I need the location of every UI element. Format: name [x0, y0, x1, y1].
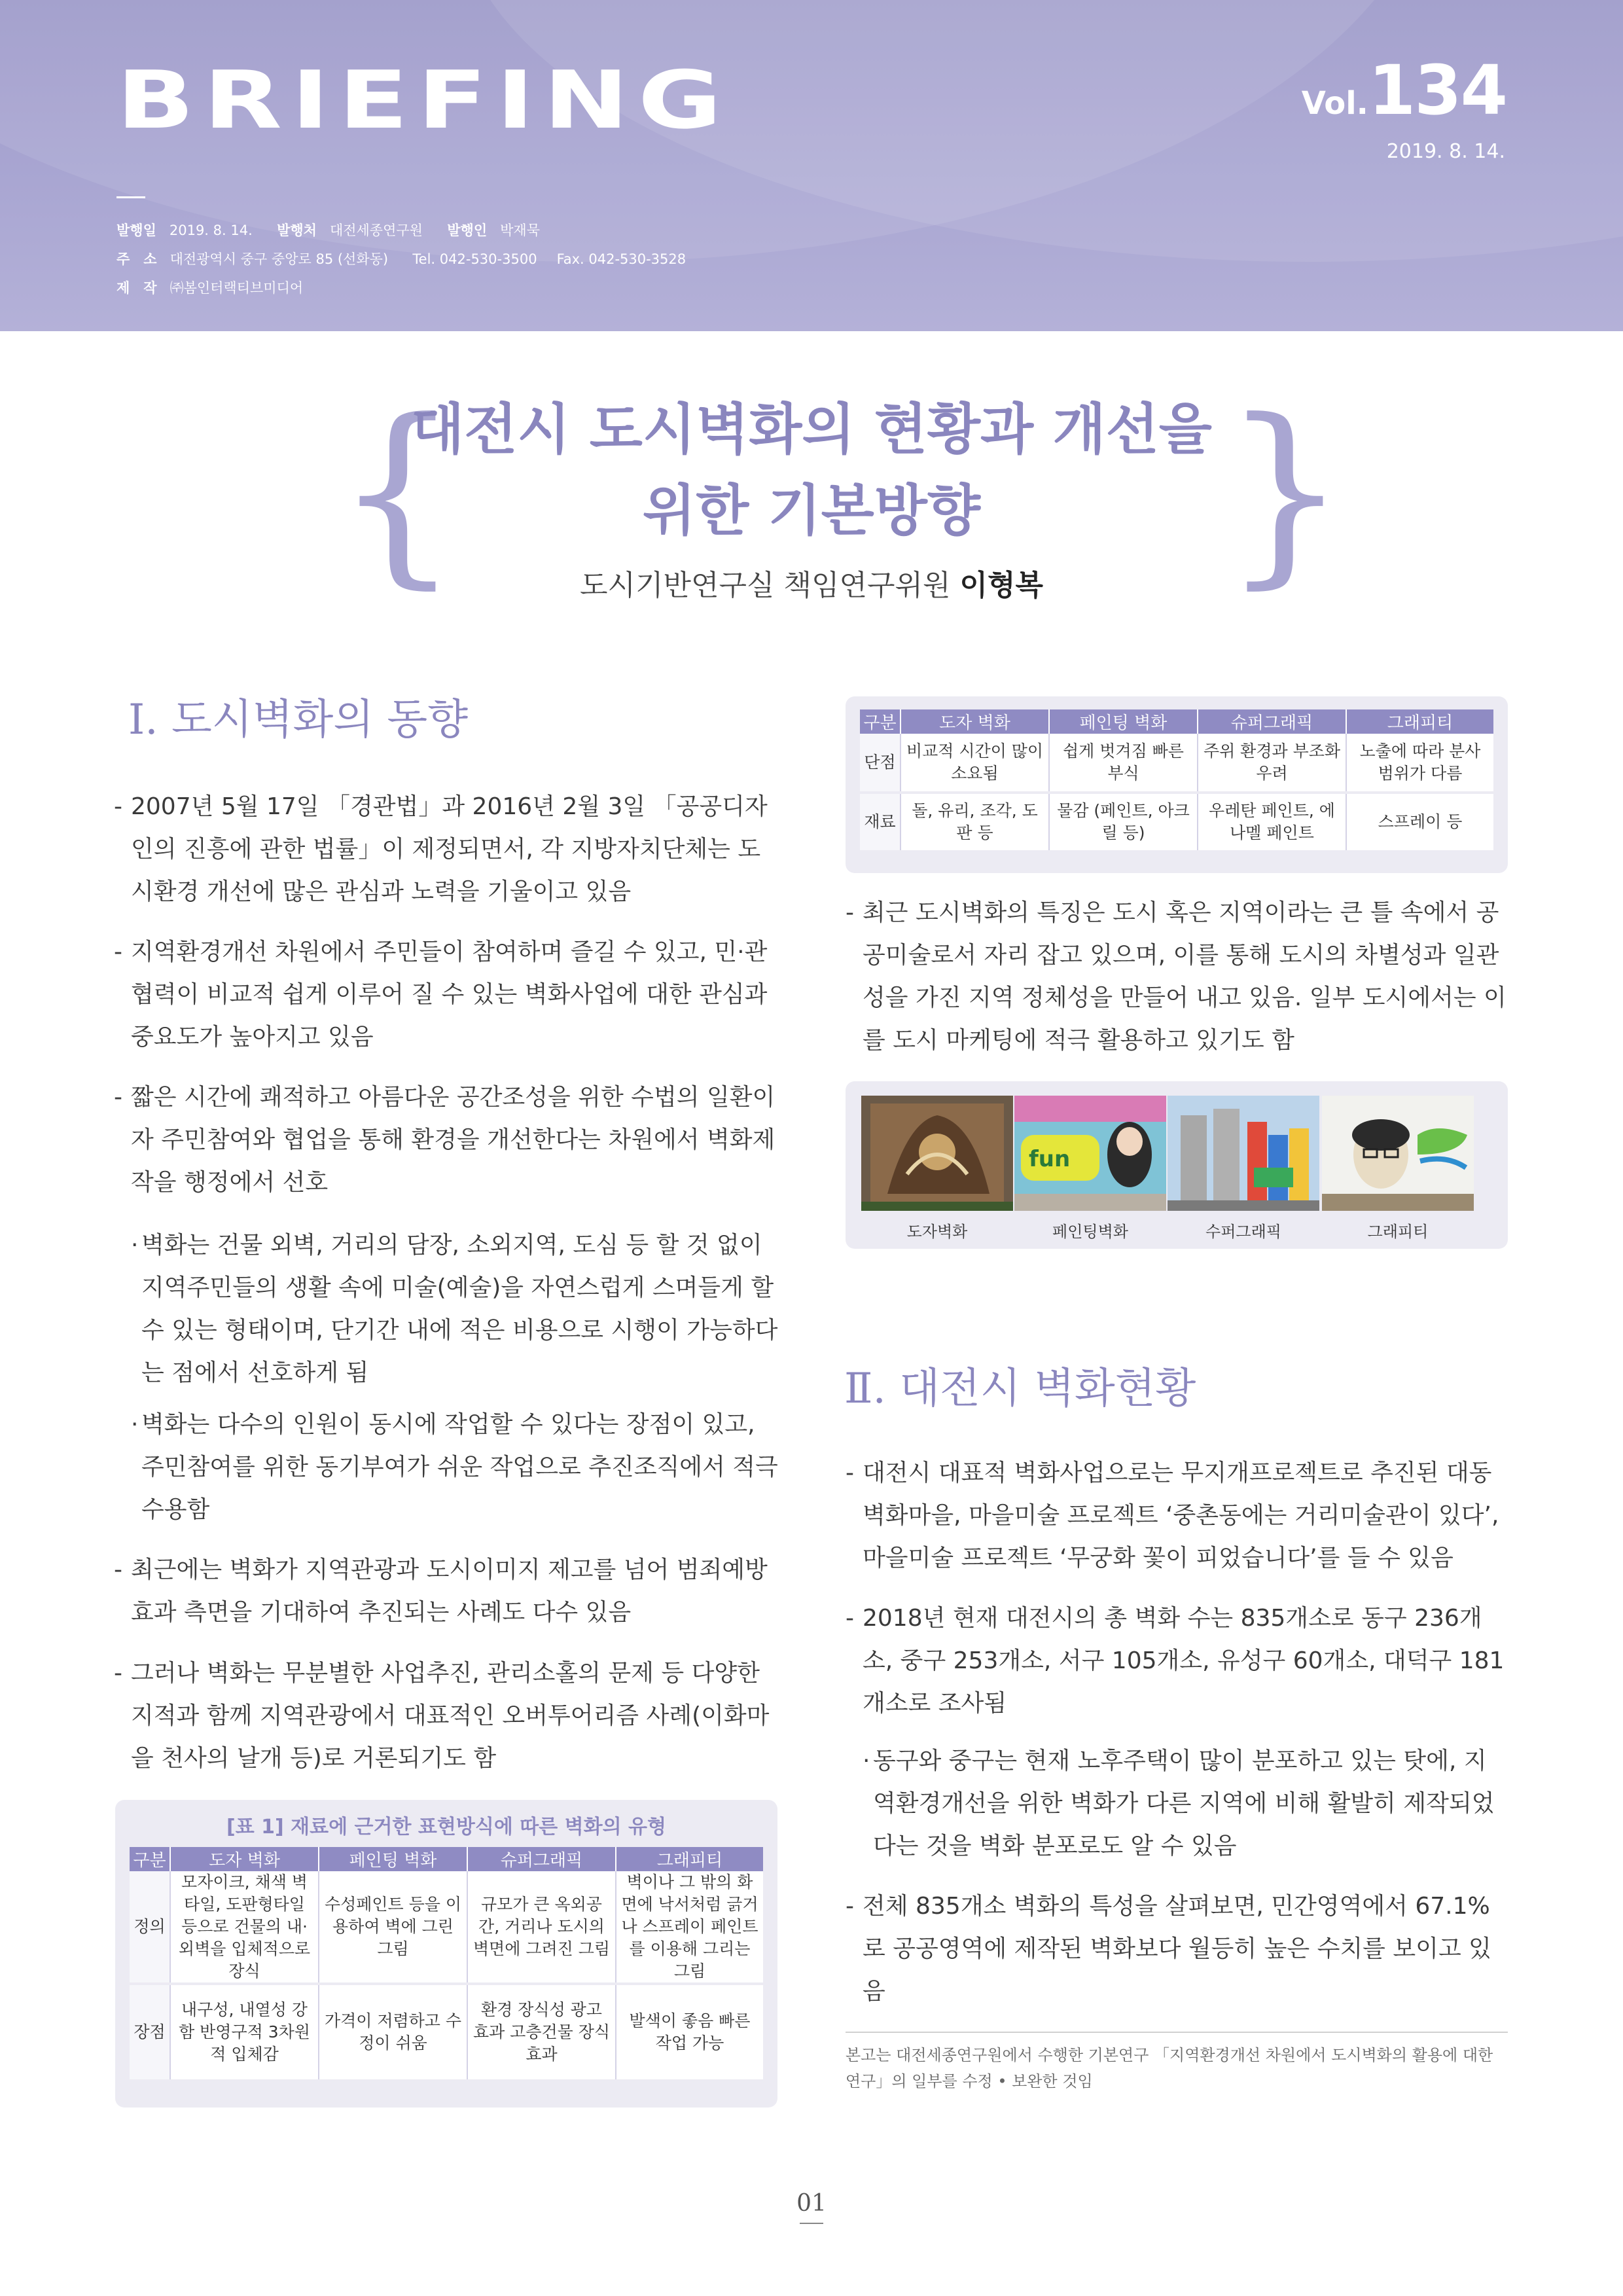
photo-caption: 페인팅벽화 [1052, 1223, 1128, 1241]
table-cell: 단점 [860, 734, 901, 793]
table-header-cell: 그래피티 [1346, 709, 1493, 734]
table-2-box [846, 696, 1508, 873]
table-header-cell: 슈퍼그래픽 [1198, 709, 1346, 734]
table-cell: 스프레이 등 [1346, 793, 1493, 852]
table-header-cell: 페인팅 벽화 [319, 1847, 467, 1871]
photo-caption: 수퍼그래픽 [1205, 1223, 1281, 1241]
paragraph: - 짧은 시간에 쾌적하고 아름다운 공간조성을 위한 수법의 일환이자 주민참여와 협업을 통해 환경을 개선한다는 차원에서 벽화제작을 행정에서 선호 [114, 1084, 776, 1196]
table-header-cell: 그래피티 [616, 1847, 763, 1871]
paragraph: - 대전시 대표적 벽화사업으로는 무지개프로젝트로 추진된 대동벽화마을, 마을미술 프로젝트 ‘중촌동에는 거리미술관이 있다’, 마을미술 프로젝트 ‘무궁화 꽃이 피었습니다’를 들 수 있음 [846, 1460, 1499, 1571]
table-cell: 규모가 큰 옥외공간, 거리나 도시의 벽면에 그려진 그림 [467, 1871, 616, 1984]
meta-line-1: 발행일 2019. 8. 14. 발행처 대전세종연구원 발행인 박재묵 [116, 223, 540, 238]
photo-caption: 그래피티 [1367, 1223, 1429, 1241]
sub-paragraph: · 벽화는 다수의 인원이 동시에 작업할 수 있다는 장점이 있고, 주민참여를 위한 동기부여가 쉬운 작업으로 추진조직에서 적극 수용함 [131, 1411, 778, 1523]
left-brace-decoration: { [335, 378, 460, 606]
author-dept: 도시기반연구실 책임연구위원 [579, 569, 951, 602]
page-number-underline [800, 2223, 823, 2224]
table-cell: 쉽게 벗겨짐 빠른 부식 [1049, 734, 1198, 793]
section-1-heading: Ⅰ. 도시벽화의 동향 [128, 696, 469, 744]
paragraph: - 2007년 5월 17일 「경관법」과 2016년 2월 3일 「공공디자인의 진흥에 관한 법률」이 제정되면서, 각 지방자치단체는 도시환경 개선에 많은 관심과 노력을 기울이고 있음 [114, 793, 768, 905]
title-line-2: 위한 기본방향 [642, 478, 981, 543]
paragraph: - 최근 도시벽화의 특징은 도시 혹은 지역이라는 큰 틀 속에서 공공미술로서 자리 잡고 있으며, 이를 통해 도시의 차별성과 일관성을 가진 지역 정체성을 만들어 내고 있음. 일부 도시에서는 이를 도시 마케팅에 적극 활용하고 있기도 함 [846, 899, 1507, 1054]
table-header-cell: 도자 벽화 [901, 709, 1049, 734]
table-cell: 돌, 유리, 조각, 도판 등 [901, 793, 1049, 852]
table-cell: 우레탄 페인트, 에나멜 페인트 [1198, 793, 1346, 852]
table-1 [130, 1847, 763, 2082]
table-row [860, 734, 1493, 793]
table-row [130, 1871, 763, 1984]
photo-caption: 도자벽화 [906, 1223, 968, 1241]
section-2-heading: Ⅱ. 대전시 벽화현황 [844, 1365, 1196, 1413]
title-line-1: 대전시 도시벽화의 현황과 개선을 [411, 397, 1212, 461]
article-title [340, 389, 1283, 551]
sub-paragraph: · 동구와 중구는 현재 노후주택이 많이 분포하고 있는 탓에, 지역환경개선을 위한 벽화가 다른 지역에 비해 활발히 제작되었다는 것을 벽화 분포로도 알 수 있음 [863, 1748, 1495, 1859]
painted-mural-photo [1014, 1096, 1166, 1211]
table-cell: 벽이나 그 밖의 화면에 낙서처럼 긁거나 스프레이 페인트를 이용해 그리는 그림 [616, 1871, 763, 1984]
table-header-cell: 페인팅 벽화 [1049, 709, 1198, 734]
table-header-cell: 도자 벽화 [170, 1847, 319, 1871]
table-2 [860, 709, 1493, 853]
ceramic-mural-photo [861, 1096, 1013, 1211]
table-header-row [860, 709, 1493, 734]
meta-line-3: 제 작 ㈜봄인터랙티브미디어 [116, 280, 304, 296]
header-divider [116, 196, 145, 198]
table-cell: 발색이 좋음 빠른 작업 가능 [616, 1984, 763, 2081]
paragraph: - 최근에는 벽화가 지역관광과 도시이미지 제고를 넘어 범죄예방 효과 측면을 기대하여 추진되는 사례도 다수 있음 [114, 1556, 768, 1626]
table-cell: 모자이크, 채색 벽타일, 도판형타일 등으로 건물의 내·외벽을 입체적으로 장식 [170, 1871, 319, 1984]
table-1-caption: [표 1] 재료에 근거한 표현방식에 따른 벽화의 유형 [226, 1816, 667, 1839]
table-cell: 내구성, 내열성 강함 반영구적 3차원적 입체감 [170, 1984, 319, 2081]
sub-paragraph: · 벽화는 건물 외벽, 거리의 담장, 소외지역, 도심 등 할 것 없이 지역주민들의 생활 속에 미술(예술)을 자연스럽게 스며들게 할 수 있는 형태이며, 단기간 내에 적은 비용으로 시행이 가능하다는 점에서 선호하게 됨 [131, 1232, 778, 1386]
meta-line-2: 주 소 대전광역시 중구 중앙로 85 (선화동) Tel. 042-530-3500 Fax. 042-530-3528 [116, 251, 687, 267]
footnote: 본고는 대전세종연구원에서 수행한 기본연구 「지역환경개선 차원에서 도시벽화의 활용에 대한 연구」의 일부를 수정 • 보완한 것임 [846, 2032, 1508, 2094]
volume-number [1301, 50, 1507, 130]
svg-text:fun: fun [1029, 1146, 1071, 1172]
table-header-cell: 구분 [130, 1847, 170, 1871]
briefing-logo: BRIEFING [116, 53, 731, 147]
volume-value: 134 [1368, 50, 1507, 130]
table-header-cell: 슈퍼그래픽 [467, 1847, 616, 1871]
table-cell: 물감 (페인트, 아크릴 등) [1049, 793, 1198, 852]
right-brace-decoration: } [1222, 378, 1347, 606]
table-1-box [115, 1800, 777, 2108]
header-banner [0, 0, 1623, 331]
mural-photo-strip [846, 1081, 1508, 1249]
paragraph: - 그러나 벽화는 무분별한 사업추진, 관리소홀의 문제 등 다양한 지적과 함께 지역관광에서 대표적인 오버투어리즘 사례(이화마을 천사의 날개 등)로 거론되기도 함 [114, 1660, 770, 1772]
table-cell: 수성페인트 등을 이용하여 벽에 그린 그림 [319, 1871, 467, 1984]
table-cell: 정의 [130, 1871, 170, 1984]
table-row [860, 793, 1493, 852]
paragraph: - 지역환경개선 차원에서 주민들이 참여하며 즐길 수 있고, 민·관 협력이 비교적 쉽게 이루어 질 수 있는 벽화사업에 대한 관심과 중요도가 높아지고 있음 [114, 939, 768, 1050]
supergraphic-photo [1168, 1096, 1319, 1211]
table-cell: 비교적 시간이 많이 소요됨 [901, 734, 1049, 793]
table-header-row [130, 1847, 763, 1871]
table-cell: 주위 환경과 부조화 우려 [1198, 734, 1346, 793]
author-line [340, 562, 1283, 603]
table-header-cell: 구분 [860, 709, 901, 734]
table-cell: 재료 [860, 793, 901, 852]
volume-label: Vol. [1301, 85, 1368, 122]
table-cell: 노출에 따라 분사 범위가 다름 [1346, 734, 1493, 793]
table-cell: 환경 장식성 광고 효과 고층건물 장식 효과 [467, 1984, 616, 2081]
paragraph: - 전체 835개소 벽화의 특성을 살펴보면, 민간영역에서 67.1%로 공공영역에 제작된 벽화보다 월등히 높은 수치를 보이고 있음 [846, 1893, 1491, 2005]
table-cell: 가격이 저렴하고 수정이 쉬움 [319, 1984, 467, 2081]
page-number: 01 [796, 2190, 827, 2217]
table-row [130, 1984, 763, 2081]
issue-date: 2019. 8. 14. [1386, 140, 1505, 163]
author-name: 이형복 [959, 569, 1044, 602]
graffiti-photo [1322, 1096, 1474, 1211]
table-cell: 장점 [130, 1984, 170, 2081]
paragraph: - 2018년 현재 대전시의 총 벽화 수는 835개소로 동구 236개소, 중구 253개소, 서구 105개소, 유성구 60개소, 대덕구 181개소로 조사됨 [846, 1605, 1505, 1717]
